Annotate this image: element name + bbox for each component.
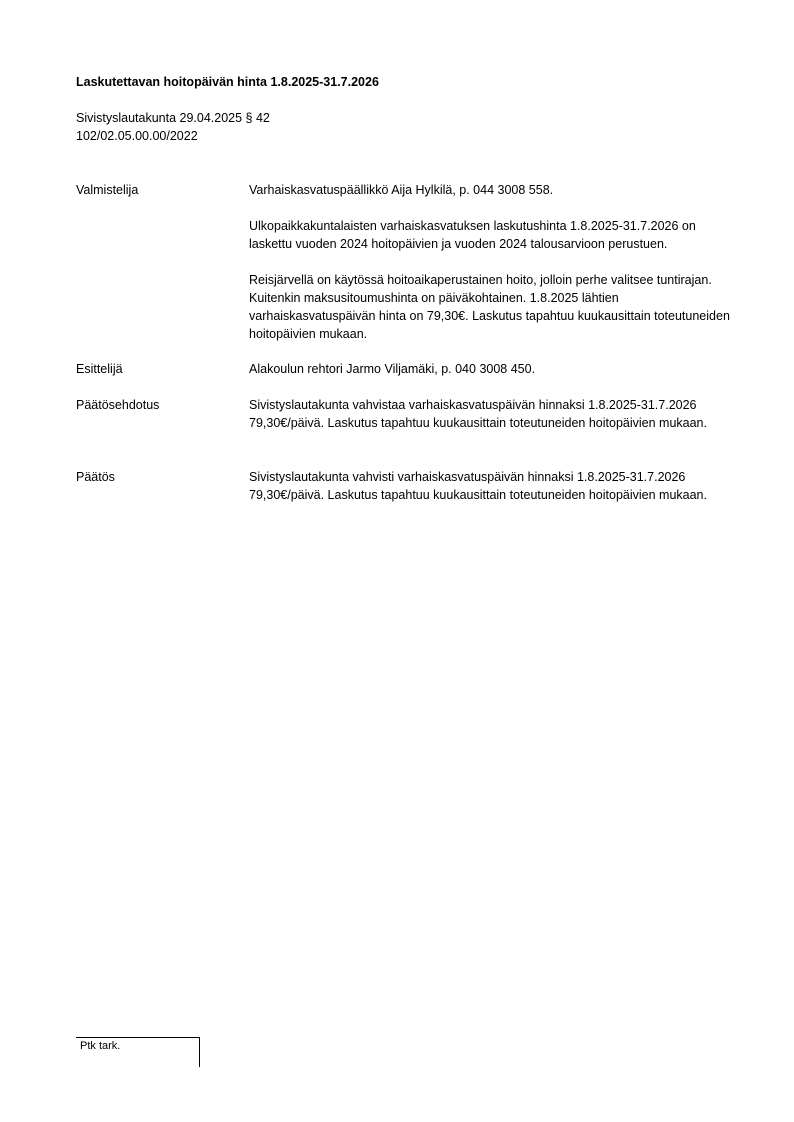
valmistelija-text [249,181,739,343]
meeting-info [76,109,476,145]
paatosehdotus-paragraph: Sivistyslautakunta vahvistaa varhaiskasvatuspäivän hinnaksi 1.8.2025-31.7.2026 79,30€/päivä. Laskutus tapahtuu kuukausittain toteutuneiden hoitopäivien mukaan. [249,398,707,430]
document-title: Laskutettavan hoitopäivän hinta 1.8.2025-31.7.2026 [76,75,379,89]
ptk-tark-label: Ptk tark. [80,1040,121,1052]
valmistelija-paragraph: Varhaiskasvatuspäällikkö Aija Hylkilä, p. 044 3008 558. [249,183,554,197]
esittelija-label: Esittelijä [76,362,123,376]
valmistelija-label: Valmistelija [76,183,139,197]
paatos-paragraph: Sivistyslautakunta vahvisti varhaiskasvatuspäivän hinnaksi 1.8.2025-31.7.2026 79,30€/päivä. Laskutus tapahtuu kuukausittain toteutuneiden hoitopäivien mukaan. [249,470,707,502]
meeting-line: Sivistyslautakunta 29.04.2025 § 42 [76,111,270,125]
ptk-tark-box [76,1037,200,1067]
paatos-text [249,468,739,504]
esittelija-paragraph: Alakoulun rehtori Jarmo Viljamäki, p. 040 3008 450. [249,362,536,376]
paatosehdotus-label: Päätösehdotus [76,398,160,412]
paatos-label: Päätös [76,470,115,484]
paatosehdotus-text [249,396,739,432]
record-number: 102/02.05.00.00/2022 [76,129,198,143]
esittelija-text [249,360,739,378]
valmistelija-paragraph: Reisjärvellä on käytössä hoitoaikaperustainen hoito, jolloin perhe valitsee tuntirajan. Kuitenkin maksusitoumushinta on päiväkohtainen. 1.8.2025 lähtien varhaiskasvatuspäivän hinta on 79,30€. Laskutus tapahtuu kuukausittain toteutuneiden hoitopäivien mukaan. [249,273,730,341]
valmistelija-paragraph: Ulkopaikkakuntalaisten varhaiskasvatuksen laskutushinta 1.8.2025-31.7.2026 on laskettu vuoden 2024 hoitopäivien ja vuoden 2024 talousarvioon perustuen. [249,219,696,251]
